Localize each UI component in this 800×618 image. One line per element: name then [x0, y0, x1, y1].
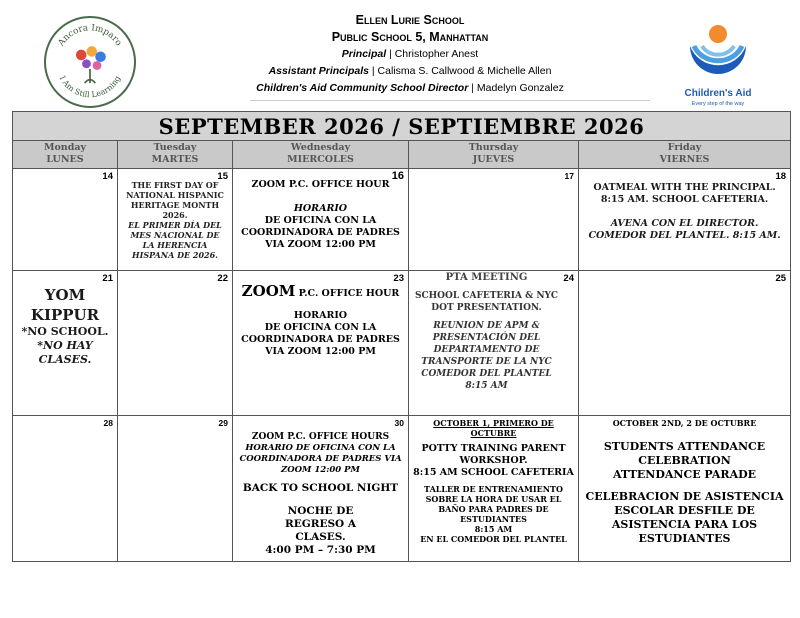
event-zoom-big: ZOOM [241, 282, 296, 300]
day-cell-17: 17 [409, 169, 579, 271]
event-zoom-office-hours: ZOOM P.C. OFFICE HOURS [251, 432, 390, 442]
event-hispanic-heritage-es: EL PRIMER DÍA DEL MES NACIONAL DE LA HERENCIA HISPANA DE 2026. [128, 220, 222, 260]
day-header-monday: Monday LUNES [13, 141, 118, 169]
ap-line: Assistant Principals | Calisma S. Callwood & Michelle Allen [268, 65, 552, 77]
day-header-tuesday: Tuesday MARTES [118, 141, 233, 169]
header-divider [250, 100, 650, 101]
day-cell-15: 15 THE FIRST DAY OF NATIONAL HISPANIC HERITAGE MONTH 2026. EL PRIMER DÍA DEL MES NACIONAL DE LA HERENCIA HISPANA DE 2026. [118, 169, 233, 271]
event-date-oct-1: OCTOBER 1, PRIMERO DE OCTUBRE [433, 418, 554, 438]
week-row-2 [13, 271, 791, 416]
calendar-table [12, 111, 791, 562]
calendar-title: SEPTEMBER 2026 / SEPTIEMBRE 2026 [13, 112, 791, 141]
week-row-3 [13, 416, 791, 562]
day-cell-oct-2 [579, 416, 791, 562]
day-cell-29: 29 [118, 416, 233, 562]
event-hispanic-heritage-en: THE FIRST DAY OF NATIONAL HISPANIC HERITAGE MONTH 2026. [126, 180, 224, 220]
day-cell-oct-1: OCTOBER 1, PRIMERO DE OCTUBRE POTTY TRAINING PARENT WORKSHOP. 8:15 AM SCHOOL CAFETERIA TALLER DE ENTRENAMIENTO SOBRE LA HORA DE USAR EL BAÑO PARA PADRES DE ESTUDIANTES 8:15 AM EN EL COMEDOR DEL PLANTEL [409, 416, 579, 562]
day-cell-24: 24 PTA MEETING SCHOOL CAFETERIA & NYC DOT PRESENTATION. REUNION DE APM & PRESENTACIÓN DEL DEPARTAMENTO DE TRANSPORTE DE LA NYC COMEDOR DEL PLANTEL 8:15 AM [409, 271, 579, 416]
day-cell-28: 28 [13, 416, 118, 562]
school-logo [44, 16, 136, 108]
event-date-oct-2: OCTOBER 2ND, 2 DE OCTUBRE [612, 418, 757, 428]
svg-text:Ancora Imparo [56, 23, 123, 49]
logo-motto-bottom: I Am Still Learning [57, 74, 123, 100]
principal-line: Principal | Christopher Anest [341, 48, 479, 60]
day-cell-25: 25 [579, 271, 791, 416]
aid-name: Children's Aid [684, 88, 752, 99]
week-row-1 [13, 169, 791, 271]
day-header-row [13, 141, 791, 169]
principal-name: Christopher Anest [394, 48, 479, 60]
event-attendance-es: CELEBRACION DE ASISTENCIA ESCOLAR DESFILE DE ASISTENCIA PARA LOS ESTUDIANTES [585, 490, 784, 545]
aid-tagline: Every step of the way [691, 101, 745, 107]
school-number: Public School 5, Manhattan [331, 30, 489, 44]
ap-names: Calisma S. Callwood & Michelle Allen [377, 65, 552, 77]
event-oatmeal-es: AVENA CON EL DIRECTOR. COMEDOR DEL PLANTEL. 8:15 AM. [588, 218, 781, 241]
day-header-thursday: Thursday JUEVES [409, 141, 579, 169]
event-back-to-school-night: BACK TO SCHOOL NIGHT [242, 482, 399, 494]
event-oatmeal-en: OATMEAL WITH THE PRINCIPAL. 8:15 AM. SCHOOL CAFETERIA. [593, 182, 776, 205]
event-attendance-celebration: STUDENTS ATTENDANCE CELEBRATION ATTENDANCE PARADE [603, 440, 766, 481]
day-cell-14: 14 [13, 169, 118, 271]
day-header-wednesday: Wednesday MIERCOLES [233, 141, 409, 169]
day-cell-22: 22 [118, 271, 233, 416]
director-label: Children's Aid Community School Director [256, 82, 469, 94]
ap-label: Assistant Principals [268, 65, 369, 77]
director-name: Madelyn Gonzalez [476, 82, 564, 94]
day-cell-21: 21 YOM KIPPUR *NO SCHOOL. *NO HAY CLASES. [13, 271, 118, 416]
event-potty-training: POTTY TRAINING PARENT WORKSHOP. [421, 443, 566, 466]
principal-label: Principal [341, 48, 387, 60]
director-line: Children's Aid Community School Director | Madelyn Gonzalez [256, 82, 564, 94]
day-cell-18: 18 OATMEAL WITH THE PRINCIPAL. 8:15 AM. SCHOOL CAFETERIA. AVENA CON EL DIRECTOR. COMEDOR DEL PLANTEL. 8:15 AM. [579, 169, 791, 271]
logo-motto-top: Ancora Imparo [56, 23, 124, 49]
event-pta-meeting: PTA MEETING [445, 272, 528, 283]
day-header-friday: Friday VIERNES [579, 141, 791, 169]
school-name: Ellen Lurie School [355, 13, 465, 27]
day-cell-16: 16 ZOOM P.C. OFFICE HOUR HORARIO DE OFICINA CON LA COORDINADORA DE PADRES VIA ZOOM 12:00 PM [233, 169, 409, 271]
event-zoom-office-hour: ZOOM P.C. OFFICE HOUR [251, 179, 390, 190]
event-yom-kippur: YOM KIPPUR [30, 286, 100, 324]
childrens-aid-logo [676, 16, 760, 108]
day-cell-30: 30 ZOOM P.C. OFFICE HOURS HORARIO DE OFICINA CON LA COORDINADORA DE PADRES VIA ZOOM 12:00 PM BACK TO SCHOOL NIGHT NOCHE DE REGRESO A CLASES. 4:00 PM – 7:30 PM [233, 416, 409, 562]
school-header [190, 12, 630, 97]
day-cell-23: 23 ZOOM P.C. OFFICE HOUR HORARIO DE OFICINA CON LA COORDINADORA DE PADRES VIA ZOOM 12:00 PM [233, 271, 409, 416]
sun-icon [709, 25, 727, 43]
